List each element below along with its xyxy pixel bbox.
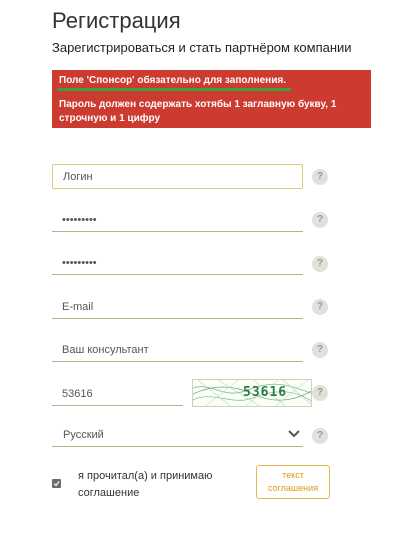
password-confirm-input[interactable] (52, 251, 303, 275)
captcha-help-icon[interactable]: ? (312, 385, 328, 401)
checkmark-icon (53, 480, 60, 487)
captcha-input[interactable] (52, 382, 183, 406)
agreement-checkbox[interactable] (52, 479, 61, 488)
email-input[interactable] (52, 295, 303, 319)
agreement-text-button[interactable]: текст соглашения (256, 465, 330, 499)
error-password-rule: Пароль должен содержать хотябы 1 заглавную букву, 1 строчную и 1 цифру (59, 99, 337, 124)
language-selected-value: Русский (63, 429, 104, 441)
page-subtitle: Зарегистрироваться и стать партнёром компании (52, 40, 352, 55)
password-confirm-help-icon[interactable]: ? (312, 256, 328, 272)
password-help-icon[interactable]: ? (312, 212, 328, 228)
chevron-down-icon (287, 428, 301, 440)
captcha-image (192, 379, 312, 407)
login-input[interactable] (52, 164, 303, 189)
login-help-icon[interactable]: ? (312, 169, 328, 185)
error-sponsor-required: Поле 'Спонсор' обязательно для заполнения. (59, 75, 286, 86)
error-highlight-underline (57, 88, 291, 91)
error-box (52, 70, 371, 128)
language-select[interactable] (52, 423, 303, 447)
page-title: Регистрация (52, 8, 181, 33)
consultant-input[interactable] (52, 338, 303, 362)
email-help-icon[interactable]: ? (312, 299, 328, 315)
agreement-label: я прочитал(а) и принимаю соглашение (78, 470, 213, 499)
captcha-text: 53616 (243, 385, 288, 400)
language-help-icon[interactable]: ? (312, 428, 328, 444)
password-input[interactable] (52, 208, 303, 232)
consultant-help-icon[interactable]: ? (312, 342, 328, 358)
